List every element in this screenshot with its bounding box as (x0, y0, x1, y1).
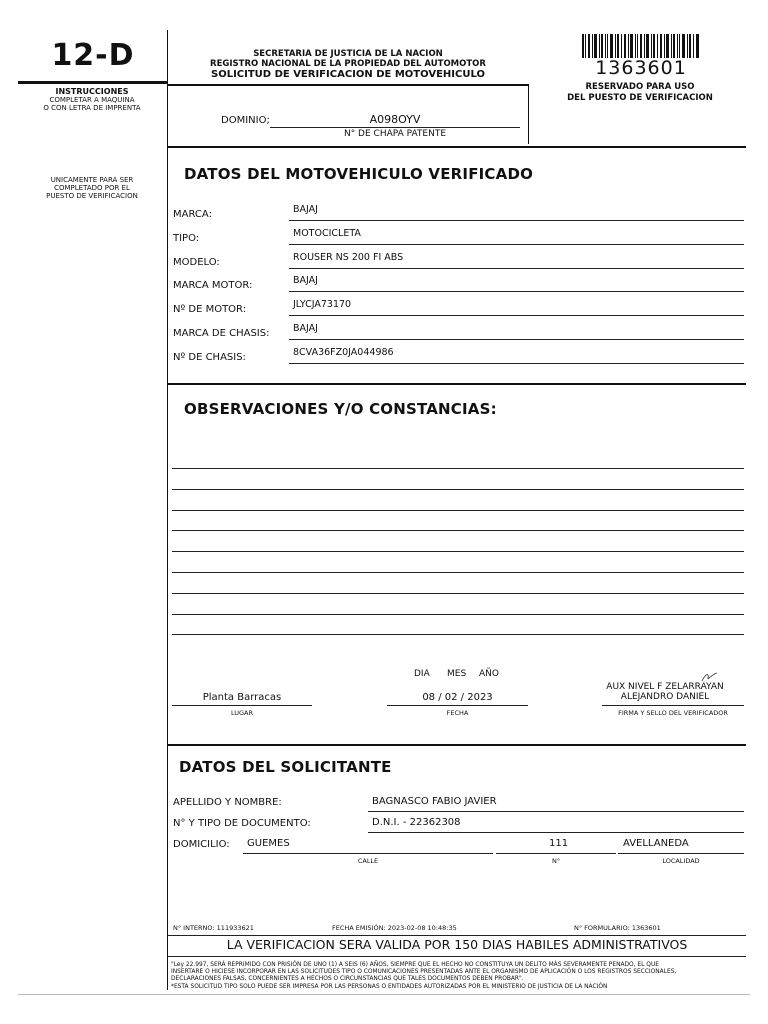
form-code-underline (18, 81, 168, 84)
date-anio-label: AÑO (479, 669, 499, 679)
form-code: 12-D (51, 38, 135, 73)
applicant-localidad-underline (618, 853, 744, 854)
vehicle-section-top-border (168, 146, 746, 148)
vehicle-field-label: Nº DE MOTOR: (173, 304, 247, 316)
side-note-line-2: COMPLETADO POR EL (54, 184, 130, 192)
instructions-title: INSTRUCCIONES (55, 87, 129, 96)
applicant-calle-value: GUEMES (247, 838, 290, 849)
verifier-caption: FIRMA Y SELLO DEL VERIFICADOR (618, 709, 728, 717)
applicant-doc-value: D.N.I. - 22362308 (372, 817, 461, 828)
vehicle-field-label: MARCA MOTOR: (173, 280, 253, 292)
observations-title: OBSERVACIONES Y/O CONSTANCIAS: (184, 400, 497, 418)
applicant-numero-value: 111 (549, 838, 569, 849)
barcode-icon (582, 34, 700, 58)
applicant-doc-label: N° Y TIPO DE DOCUMENTO: (173, 818, 311, 829)
reserved-line-1: RESERVADO PARA USO (585, 82, 695, 92)
header-line-2: REGISTRO NACIONAL DE LA PROPIEDAD DEL AUTOMOTOR (210, 59, 486, 69)
signature-icon (700, 668, 720, 680)
applicant-calle-caption: CALLE (357, 857, 379, 865)
applicant-numero-caption: N° (551, 857, 561, 865)
applicant-calle-underline (243, 853, 493, 854)
vehicle-field-value: BAJAJ (293, 323, 318, 334)
fecha-value: 08 / 02 / 2023 (422, 692, 493, 703)
vehicle-field-underline (289, 363, 744, 364)
applicant-section-title: DATOS DEL SOLICITANTE (179, 758, 392, 776)
vehicle-field-label: MODELO: (173, 256, 220, 268)
footer-legal-line-3: DECLARACIONES FALSAS, CONCERNIENTES A HECHOS O CIRCUNSTANCIAS QUE TALES DOCUMENTOS DEBEN PROBAR". (171, 976, 524, 982)
vehicle-field-value: 8CVA36FZ0JA044986 (293, 346, 394, 358)
footer-legal-line-4: *ESTA SOLICITUD TIPO SOLO PUEDE SER IMPRESA POR LAS PERSONAS O ENTIDADES AUTORIZADAS POR EL MINISTERIO DE JUSTICIA DE LA NACIÓN (171, 984, 608, 990)
footer-validity-bottom-border (168, 956, 746, 957)
vehicle-field-label: MARCA DE CHASIS: (173, 328, 270, 339)
main-vertical-border (167, 30, 168, 990)
applicant-name-value: BAGNASCO FABIO JAVIER (372, 796, 497, 807)
footer-emission-date: FECHA EMISIÓN: 2023-02-08 10:48:35 (332, 924, 457, 932)
dominio-value: A098OYV (369, 113, 421, 126)
applicant-name-underline (368, 811, 744, 812)
reserved-line-2: DEL PUESTO DE VERIFICACION (567, 93, 713, 103)
observation-line (172, 572, 744, 573)
vehicle-field-label: Nº DE CHASIS: (173, 351, 246, 363)
footer-validity: LA VERIFICACION SERA VALIDA POR 150 DIAS HABILES ADMINISTRATIVOS (226, 937, 688, 952)
applicant-dom-label: DOMICILIO: (173, 839, 230, 850)
vehicle-field-underline (289, 291, 744, 292)
vehicle-field-label: TIPO: (173, 232, 200, 244)
observation-line (172, 614, 744, 615)
header-line-1: SECRETARIA DE JUSTICIA DE LA NACION (253, 49, 443, 59)
fecha-underline (387, 705, 528, 706)
lugar-caption: LUGAR (230, 709, 254, 717)
footer-legal-line-2: INSERTARE O HICIESE INCORPORAR EN LAS SOLICITUDES TIPO O COMUNICACIONES PRESENTADAS ANTE EL ORGANISMO DE APLICACIÓN O LOS REGISTROS SECCIONALES, (171, 969, 677, 975)
header-line-3: SOLICITUD DE VERIFICACION DE MOTOVEHICULO (211, 69, 485, 80)
header-divider (168, 84, 529, 86)
page-bottom-border (18, 994, 750, 995)
vehicle-field-underline (289, 244, 744, 245)
observation-line (172, 530, 744, 531)
lugar-value: Planta Barracas (202, 692, 282, 703)
vehicle-field-value: ROUSER NS 200 FI ABS (293, 251, 404, 263)
instructions-line-2: O CON LETRA DE IMPRENTA (43, 104, 141, 112)
fecha-caption: FECHA (446, 709, 469, 717)
applicant-section-top-border (168, 744, 746, 746)
vehicle-field-underline (289, 268, 744, 269)
date-dia-label: DIA (414, 669, 430, 679)
vehicle-field-value: BAJAJ (293, 204, 318, 215)
vehicle-field-label: MARCA: (173, 209, 212, 220)
side-note-line-3: PUESTO DE VERIFICACION (46, 192, 138, 200)
applicant-name-label: APELLIDO Y NOMBRE: (173, 797, 282, 808)
applicant-localidad-value: AVELLANEDA (623, 838, 689, 849)
applicant-localidad-caption: LOCALIDAD (662, 857, 700, 865)
side-note-line-1: UNICAMENTE PARA SER (50, 176, 134, 184)
vehicle-field-value: MOTOCICLETA (293, 227, 361, 239)
dominio-caption: N° DE CHAPA PATENTE (343, 129, 447, 139)
footer-form-number: N° FORMULARIO: 1363601 (574, 924, 661, 932)
vehicle-field-underline (289, 220, 744, 221)
verifier-name-line-1: AUX NIVEL F ZELARRAYAN (606, 682, 724, 692)
observation-line (172, 489, 744, 490)
vehicle-field-underline (289, 315, 744, 316)
observation-line (172, 510, 744, 511)
date-mes-label: MES (447, 669, 467, 679)
observation-line (172, 593, 744, 594)
observation-line (172, 634, 744, 635)
vehicle-field-value: BAJAJ (293, 275, 318, 287)
vehicle-section-title: DATOS DEL MOTOVEHICULO VERIFICADO (184, 165, 534, 183)
lugar-underline (172, 705, 312, 706)
footer-internal-number: N° INTERNO: 111933621 (173, 924, 254, 932)
vehicle-field-underline (289, 339, 744, 340)
vehicle-field-value: JLYCJA73170 (293, 299, 352, 311)
dominio-underline (270, 127, 520, 128)
observation-line (172, 468, 744, 469)
observation-line (172, 551, 744, 552)
dominio-label: DOMINIO; (221, 115, 270, 126)
footer-legal-line-1: "Ley 22.997, SERÁ REPRIMIDO CON PRISIÓN DE UNO (1) A SEIS (6) AÑOS, SIEMPRE QUE EL HECHO NO CONSTITUYA UN DELITO MÁS SEVERAMENTE PENADO, EL QUE (171, 962, 659, 968)
instructions-line-1: COMPLETAR A MAQUINA (49, 96, 135, 104)
verifier-name-line-2: ALEJANDRO DANIEL (620, 692, 710, 702)
applicant-doc-underline (368, 832, 744, 833)
verifier-underline (602, 705, 744, 706)
applicant-numero-underline (496, 853, 616, 854)
vehicle-section-bottom-border (168, 383, 746, 385)
footer-validity-top-border (168, 935, 746, 936)
barcode-number: 1363601 (595, 57, 687, 79)
header-right-border (528, 84, 529, 144)
